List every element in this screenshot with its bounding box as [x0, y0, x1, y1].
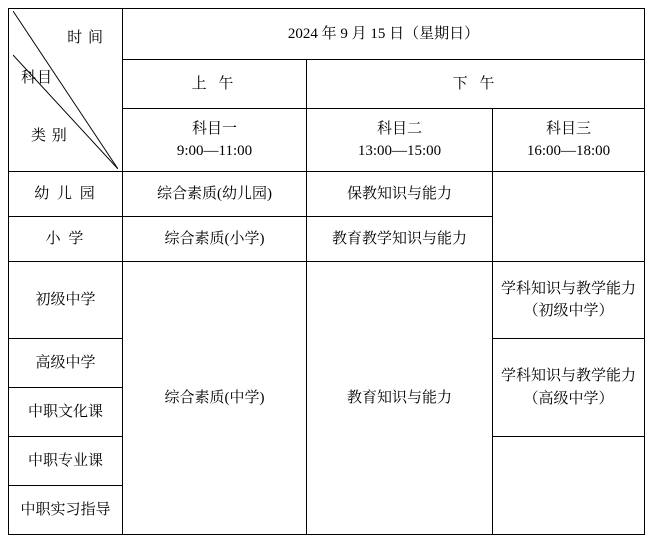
session-afternoon-header: 下 午 [307, 60, 645, 109]
secondary-subject-2: 教育知识与能力 [307, 262, 493, 535]
kindergarten-primary-subject-3-blank [493, 172, 645, 262]
category-junior-high: 初级中学 [9, 262, 123, 339]
subject-3-time: 16:00—18:00 [526, 143, 611, 160]
senior-high-subject-3-line2: （高级中学） [523, 390, 614, 407]
subject-1-time: 9:00—11:00 [176, 143, 253, 160]
table-header-row-date [9, 9, 645, 60]
senior-high-subject-3 [493, 339, 645, 437]
junior-high-subject-3 [493, 262, 645, 339]
subject-2-name: 科目二 [376, 120, 422, 137]
kindergarten-subject-1: 综合素质(幼儿园) [123, 172, 307, 217]
corner-subject-label: 科目 [21, 70, 54, 86]
table-row [9, 262, 645, 339]
category-kindergarten: 幼 儿 园 [9, 172, 123, 217]
primary-subject-1: 综合素质(小学) [123, 217, 307, 262]
primary-subject-2: 教育教学知识与能力 [307, 217, 493, 262]
corner-category-label: 类 别 [31, 127, 68, 144]
subject-3-header [493, 109, 645, 172]
subject-1-header [123, 109, 307, 172]
session-morning-header: 上 午 [123, 60, 307, 109]
subject-2-header [307, 109, 493, 172]
category-senior-high: 高级中学 [9, 339, 123, 388]
subject-2-time: 13:00—15:00 [357, 143, 442, 160]
category-vocational-internship: 中职实习指导 [9, 486, 123, 535]
table-row [9, 172, 645, 217]
corner-time-label: 时 间 [67, 30, 104, 46]
junior-high-subject-3-line1: 学科知识与教学能力 [501, 280, 637, 297]
secondary-subject-1: 综合素质(中学) [123, 262, 307, 535]
subject-1-name: 科目一 [191, 120, 237, 137]
junior-high-subject-3-line2: （初级中学） [523, 303, 614, 319]
exam-date-header: 2024 年 9 月 15 日（星期日） [123, 9, 645, 60]
category-vocational-major: 中职专业课 [9, 437, 123, 486]
category-vocational-culture: 中职文化课 [9, 388, 123, 437]
subject-3-name: 科目三 [546, 120, 592, 137]
corner-header-cell [9, 9, 123, 172]
senior-high-subject-3-line1: 学科知识与教学能力 [501, 368, 637, 384]
exam-schedule-table [8, 8, 645, 535]
kindergarten-subject-2: 保教知识与能力 [307, 172, 493, 217]
vocational-subject-3-blank [493, 437, 645, 535]
category-primary: 小 学 [9, 217, 123, 262]
